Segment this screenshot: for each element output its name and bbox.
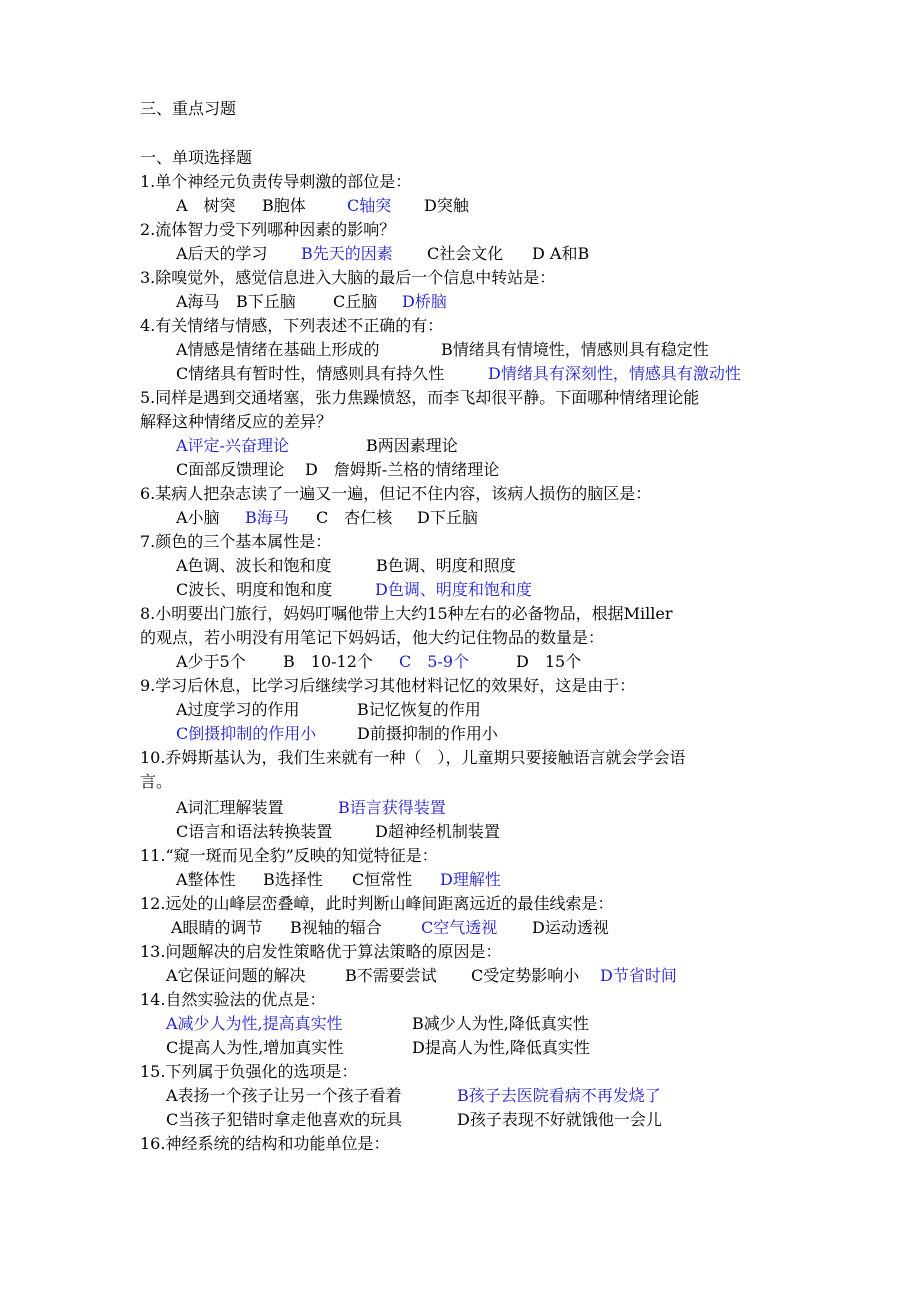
option-7-c: C波长、明度和饱和度 xyxy=(176,580,333,599)
option-3-b: B下丘脑 xyxy=(236,292,296,311)
option-5-d: D 詹姆斯-兰格的情绪理论 xyxy=(305,460,500,479)
option-9-d: D前摄抑制的作用小 xyxy=(357,724,498,743)
question-14: 14.自然实验法的优点是： xyxy=(140,990,326,1009)
option-13-c: C受定势影响小 xyxy=(471,966,580,985)
option-15-d: D孩子表现不好就饿他一会儿 xyxy=(457,1110,662,1129)
question-6: 6.某病人把杂志读了一遍又一遍，但记不住内容，该病人损伤的脑区是： xyxy=(140,484,652,503)
option-5-c: C面部反馈理论 xyxy=(176,460,285,479)
option-15-c: C当孩子犯错时拿走他喜欢的玩具 xyxy=(166,1110,403,1129)
option-2-d: D A和B xyxy=(532,244,590,263)
question-10-cont: 言。 xyxy=(140,772,173,791)
option-13-a: A它保证问题的解决 xyxy=(166,966,306,985)
option-11-d: D理解性 xyxy=(440,870,501,889)
question-2: 2.流体智力受下列哪种因素的影响？ xyxy=(140,220,396,239)
option-4-d: D情绪具有深刻性，情感具有激动性 xyxy=(488,364,741,383)
option-2-c: C社会文化 xyxy=(427,244,504,263)
option-14-d: D提高人为性,降低真实性 xyxy=(412,1038,590,1057)
option-14-b: B减少人为性,降低真实性 xyxy=(412,1014,589,1033)
question-5-cont: 解释这种情绪反应的差异？ xyxy=(140,412,333,431)
option-8-a: A少于5个 xyxy=(176,652,246,671)
question-9: 9.学习后休息，比学习后继续学习其他材料记忆的效果好，这是由于： xyxy=(140,676,636,695)
option-4-b: B情绪具有情境性，情感则具有稳定性 xyxy=(441,340,709,359)
option-3-d: D桥脑 xyxy=(402,292,447,311)
option-10-a: A词汇理解装置 xyxy=(176,798,284,817)
option-11-a: A整体性 xyxy=(176,870,236,889)
option-7-a: A色调、波长和饱和度 xyxy=(176,556,332,575)
option-1-b: B胞体 xyxy=(262,196,306,215)
option-8-d: D 15个 xyxy=(516,652,582,671)
option-2-a: A后天的学习 xyxy=(176,244,268,263)
option-13-d: D节省时间 xyxy=(600,966,677,985)
option-4-a: A情感是情绪在基础上形成的 xyxy=(176,340,380,359)
question-15: 15.下列属于负强化的选项是： xyxy=(140,1062,358,1081)
option-5-b: B两因素理论 xyxy=(366,436,458,455)
option-10-b: B语言获得装置 xyxy=(338,798,446,817)
option-6-c: C 杏仁核 xyxy=(316,508,393,527)
option-14-a: A减少人为性,提高真实性 xyxy=(166,1014,343,1033)
option-7-d: D色调、明度和饱和度 xyxy=(375,580,532,599)
option-12-a: A眼睛的调节 xyxy=(171,918,263,937)
option-1-c: C轴突 xyxy=(347,196,392,215)
question-1: 1.单个神经元负责传导刺激的部位是： xyxy=(140,172,412,191)
question-12: 12.远处的山峰层峦叠嶂，此时判断山峰间距离远近的最佳线索是： xyxy=(140,894,614,913)
option-12-c: C空气透视 xyxy=(421,918,498,937)
option-15-a: A表扬一个孩子让另一个孩子看着 xyxy=(166,1086,402,1105)
option-15-b: B孩子去医院看病不再发烧了 xyxy=(457,1086,661,1105)
option-5-a: A评定-兴奋理论 xyxy=(176,436,289,455)
option-11-c: C恒常性 xyxy=(352,870,413,889)
question-10: 10.乔姆斯基认为，我们生来就有一种（ ），儿童期只要接触语言就会学会语 xyxy=(140,748,686,767)
option-6-d: D下丘脑 xyxy=(417,508,478,527)
subsection-title: 一、单项选择题 xyxy=(140,148,253,167)
option-2-b: B先天的因素 xyxy=(301,244,393,263)
option-10-c: C语言和语法转换装置 xyxy=(176,822,333,841)
option-10-d: D超神经机制装置 xyxy=(375,822,500,841)
option-9-c: C倒摄抑制的作用小 xyxy=(176,724,317,743)
question-8-cont: 的观点，若小明没有用笔记下妈妈话，他大约记住物品的数量是： xyxy=(140,628,605,647)
option-13-b: B不需要尝试 xyxy=(345,966,437,985)
option-8-b: B 10-12个 xyxy=(283,652,373,671)
option-6-b: B海马 xyxy=(245,508,289,527)
option-7-b: B色调、明度和照度 xyxy=(376,556,516,575)
option-14-c: C提高人为性,增加真实性 xyxy=(166,1038,344,1057)
question-16: 16.神经系统的结构和功能单位是： xyxy=(140,1134,390,1153)
question-7: 7.颜色的三个基本属性是： xyxy=(140,532,332,551)
option-12-d: D运动透视 xyxy=(532,918,609,937)
option-9-b: B记忆恢复的作用 xyxy=(357,700,481,719)
option-6-a: A小脑 xyxy=(176,508,220,527)
option-11-b: B选择性 xyxy=(263,870,323,889)
question-11: 11.“窥一斑而见全豹”反映的知觉特征是： xyxy=(140,846,438,865)
option-3-a: A海马 xyxy=(176,292,220,311)
question-5: 5.同样是遇到交通堵塞，张力焦躁愤怒，而李飞却很平静。下面哪种情绪理论能 xyxy=(140,388,700,407)
option-4-c: C情绪具有暂时性，情感则具有持久性 xyxy=(176,364,445,383)
option-12-b: B视轴的辐合 xyxy=(290,918,382,937)
question-3: 3.除嗅觉外，感觉信息进入大脑的最后一个信息中转站是： xyxy=(140,268,556,287)
section-title: 三、重点习题 xyxy=(140,99,237,118)
option-3-c: C丘脑 xyxy=(333,292,378,311)
question-13: 13.问题解决的启发性策略优于算法策略的原因是： xyxy=(140,942,502,961)
question-8: 8.小明要出门旅行，妈妈叮嘱他带上大约15种左右的必备物品，根据Miller xyxy=(140,604,673,623)
option-9-a: A过度学习的作用 xyxy=(176,700,300,719)
option-1-d: D突触 xyxy=(424,196,469,215)
option-8-c: C 5-9个 xyxy=(399,652,470,671)
question-4: 4.有关情绪与情感，下列表述不正确的有： xyxy=(140,316,444,335)
option-1-a: A 树突 xyxy=(176,196,236,215)
